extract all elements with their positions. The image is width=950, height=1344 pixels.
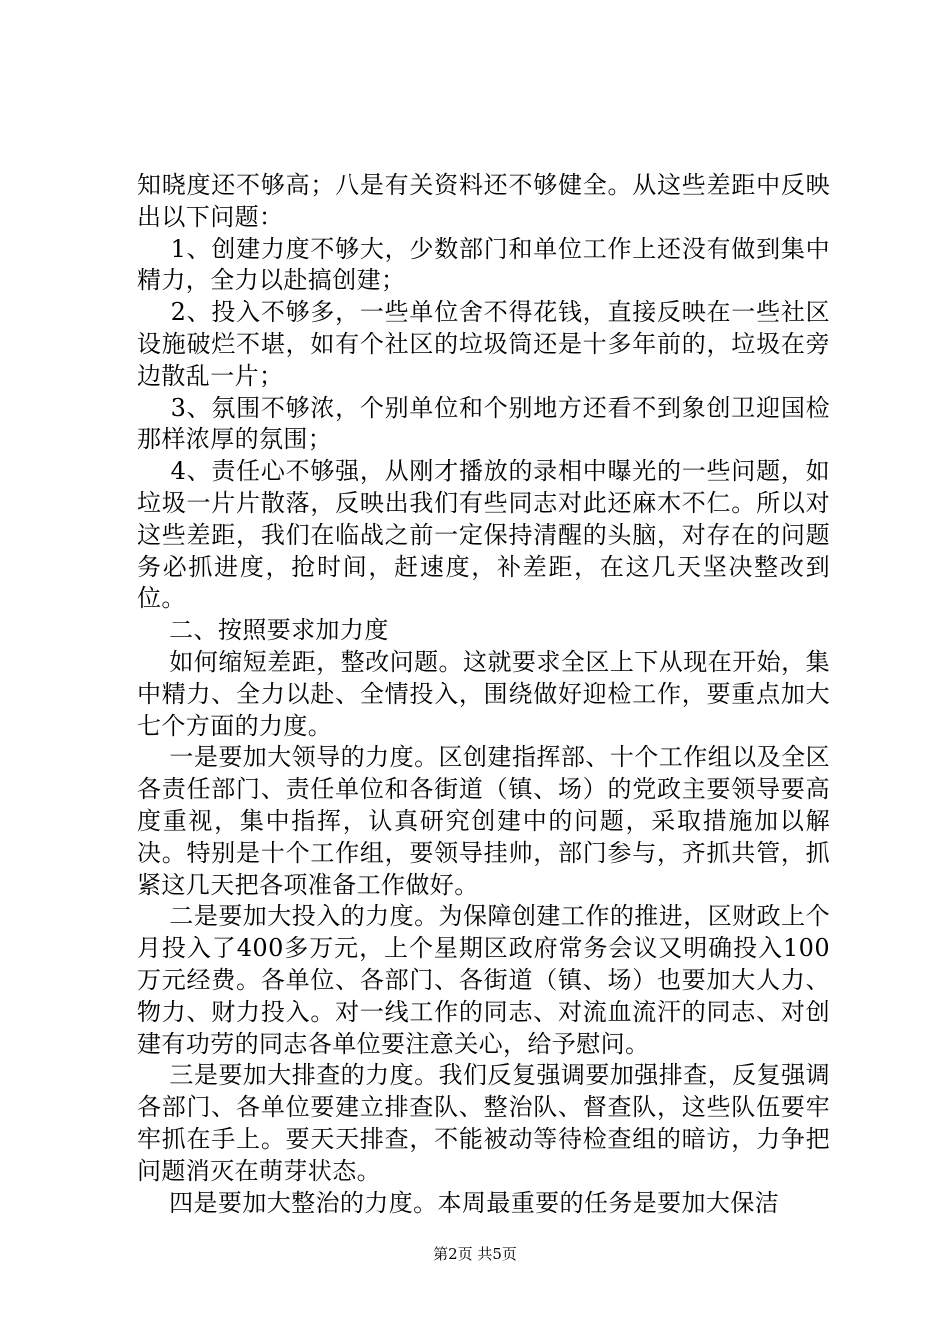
paragraph-5: 4、责任心不够强，从刚才播放的录相中曝光的一些问题，如垃圾一片片散落，反映出我们有些同志对此还麻木不仁。所以对这些差距，我们在临战之前一定保持清醒的头脑，对存在的问题务必抓进度，抢时间，赶速度，补差距，在这几天坚决整改到位。 [137,457,830,613]
paragraph-1: 知晓度还不够高；八是有关资料还不够健全。从这些差距中反映出以下问题： [137,171,830,231]
paragraph-3: 2、投入不够多，一些单位舍不得花钱，直接反映在一些社区设施破烂不堪，如有个社区的垃圾筒还是十多年前的，垃圾在旁边散乱一片； [137,298,830,390]
paragraph-7: 如何缩短差距，整改问题。这就要求全区上下从现在开始，集中精力、全力以赴、全情投入，围绕做好迎检工作，要重点加大七个方面的力度。 [137,647,830,740]
document-body [137,170,830,1219]
paragraph-8: 一是要加大领导的力度。区创建指挥部、十个工作组以及全区各责任部门、责任单位和各街道（镇、场）的党政主要领导要高度重视，集中指挥，认真研究创建中的问题，采取措施加以解决。特别是十个工作组，要领导挂帅，部门参与，齐抓共管，抓紧这几天把各项准备工作做好。 [137,743,830,899]
paragraph-9: 二是要加大投入的力度。为保障创建工作的推进，区财政上个月投入了400多万元，上个星期区政府常务会议又明确投入100万元经费。各单位、各部门、各街道（镇、场）也要加大人力、物力、财力投入。对一线工作的同志、对流血流汗的同志、对创建有功劳的同志各单位要注意关心，给予慰问。 [137,902,830,1058]
paragraph-11: 四是要加大整治的力度。本周最重要的任务是要加大保洁 [137,1188,780,1217]
page-number-footer: 第2页 共5页 [433,1245,517,1263]
paragraph-2: 1、创建力度不够大，少数部门和单位工作上还没有做到集中精力，全力以赴搞创建； [137,234,830,295]
paragraph-10: 三是要加大排查的力度。我们反复强调要加强排查，反复强调各部门、各单位要建立排查队、整治队、督查队，这些队伍要牢牢抓在手上。要天天排查，不能被动等待检查组的暗访，力争把问题消灭在萌芽状态。 [137,1061,830,1185]
paragraph-4: 3、氛围不够浓，个别单位和个别地方还看不到象创卫迎国检那样浓厚的氛围； [137,393,830,454]
section-heading: 二、按照要求加力度 [137,616,389,645]
